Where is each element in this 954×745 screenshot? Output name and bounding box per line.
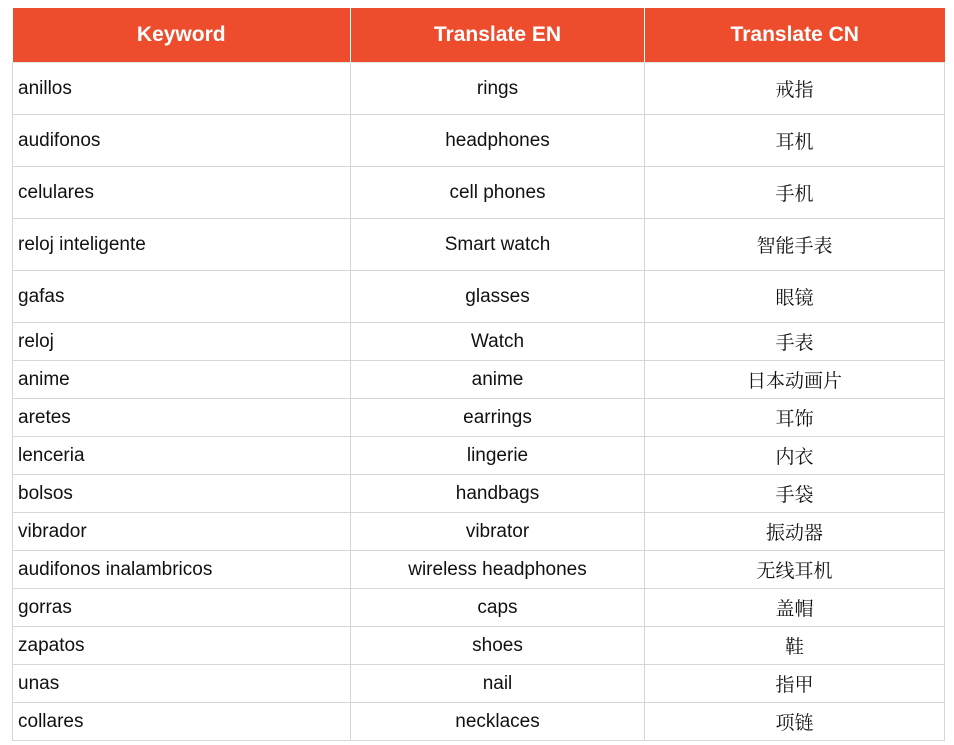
cell-translate-cn: 手机: [645, 167, 945, 219]
cell-keyword: unas: [13, 665, 351, 703]
table-row: [13, 271, 945, 323]
cell-translate-cn: 耳饰: [645, 399, 945, 437]
cell-keyword: reloj: [13, 323, 351, 361]
cell-keyword: gafas: [13, 271, 351, 323]
cell-keyword: bolsos: [13, 475, 351, 513]
cell-translate-cn: 智能手表: [645, 219, 945, 271]
header-keyword: Keyword: [13, 8, 351, 63]
cell-keyword: anillos: [13, 63, 351, 115]
cell-keyword: collares: [13, 703, 351, 741]
cell-translate-en: vibrator: [351, 513, 645, 551]
cell-translate-cn: 无线耳机: [645, 551, 945, 589]
keyword-translation-table: [12, 8, 945, 741]
cell-translate-en: lingerie: [351, 437, 645, 475]
cell-translate-en: shoes: [351, 627, 645, 665]
cell-keyword: zapatos: [13, 627, 351, 665]
cell-keyword: celulares: [13, 167, 351, 219]
table-row: [13, 513, 945, 551]
table-row: [13, 627, 945, 665]
cell-translate-en: wireless headphones: [351, 551, 645, 589]
table-row: [13, 703, 945, 741]
table-row: [13, 551, 945, 589]
cell-keyword: anime: [13, 361, 351, 399]
table-row: [13, 115, 945, 167]
table-row: [13, 219, 945, 271]
cell-translate-cn: 鞋: [645, 627, 945, 665]
cell-translate-en: rings: [351, 63, 645, 115]
cell-translate-en: glasses: [351, 271, 645, 323]
cell-keyword: vibrador: [13, 513, 351, 551]
table-row: [13, 399, 945, 437]
cell-translate-en: Watch: [351, 323, 645, 361]
table-row: [13, 323, 945, 361]
table-row: [13, 63, 945, 115]
table-row: [13, 167, 945, 219]
cell-keyword: audifonos inalambricos: [13, 551, 351, 589]
table-row: [13, 589, 945, 627]
cell-translate-en: cell phones: [351, 167, 645, 219]
cell-translate-cn: 日本动画片: [645, 361, 945, 399]
table-row: [13, 475, 945, 513]
cell-translate-cn: 耳机: [645, 115, 945, 167]
cell-keyword: audifonos: [13, 115, 351, 167]
cell-keyword: reloj inteligente: [13, 219, 351, 271]
cell-translate-cn: 盖帽: [645, 589, 945, 627]
table-row: [13, 665, 945, 703]
table-row: [13, 437, 945, 475]
cell-translate-cn: 振动器: [645, 513, 945, 551]
cell-translate-en: earrings: [351, 399, 645, 437]
cell-translate-en: headphones: [351, 115, 645, 167]
cell-translate-en: anime: [351, 361, 645, 399]
table-body: [13, 63, 945, 741]
cell-keyword: aretes: [13, 399, 351, 437]
cell-translate-cn: 项链: [645, 703, 945, 741]
cell-translate-en: Smart watch: [351, 219, 645, 271]
header-translate-cn: Translate CN: [645, 8, 945, 63]
cell-translate-cn: 内衣: [645, 437, 945, 475]
cell-translate-cn: 戒指: [645, 63, 945, 115]
cell-translate-cn: 手袋: [645, 475, 945, 513]
cell-translate-en: handbags: [351, 475, 645, 513]
cell-translate-en: caps: [351, 589, 645, 627]
cell-keyword: gorras: [13, 589, 351, 627]
header-translate-en: Translate EN: [351, 8, 645, 63]
cell-translate-en: nail: [351, 665, 645, 703]
cell-translate-en: necklaces: [351, 703, 645, 741]
cell-translate-cn: 指甲: [645, 665, 945, 703]
cell-keyword: lenceria: [13, 437, 351, 475]
cell-translate-cn: 手表: [645, 323, 945, 361]
table-row: [13, 361, 945, 399]
header-row: [13, 8, 945, 63]
cell-translate-cn: 眼镜: [645, 271, 945, 323]
